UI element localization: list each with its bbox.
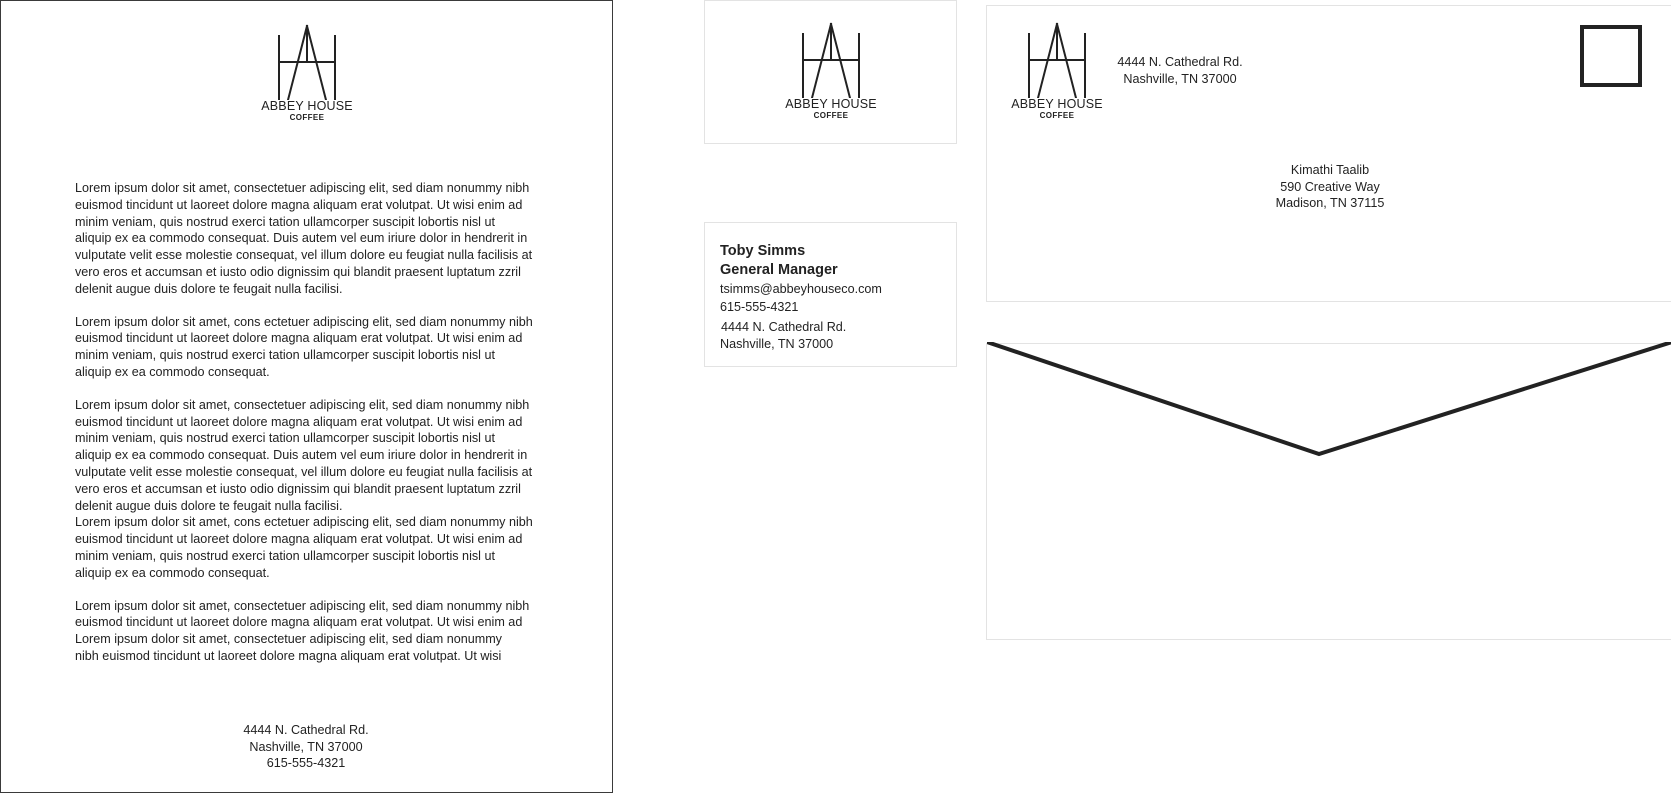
- card-email: tsimms@abbeyhouseco.com: [720, 282, 882, 296]
- card-person-name: Toby Simms: [720, 243, 806, 259]
- abbey-house-logo-icon: [276, 24, 338, 100]
- brand-subname: COFFEE: [813, 111, 849, 120]
- card-street: 4444 N. Cathedral Rd.: [721, 320, 847, 334]
- letter-paragraph: Lorem ipsum dolor sit amet, consectetuer adipiscing elit, sed diam nonummy nibh euismod tincidunt ut laoreet dolore magna aliquam erat volutpat. Ut wisi enim ad minim veniam, quis nostrud exerci tation ullamcorper suscipit lobortis nisl ut aliquip ex ea commodo consequat. Duis autem vel eum iriure dolor in hendrerit in vulputate velit esse molestie consequat, vel illum dolore eu feugiat nulla facilisis at vero eros et accumsan et iusto odio dignissim qui blandit praesent luptatum zzril delenit augue duis dolore te feugait nulla facilisi.: [75, 397, 533, 513]
- footer-phone: 615-555-4321: [266, 756, 346, 770]
- letter-footer-address: [201, 722, 411, 772]
- return-city: Nashville, TN 37000: [1123, 71, 1237, 86]
- brand-subname: COFFEE: [289, 113, 325, 122]
- brand-name: ABBEY HOUSE: [1011, 97, 1103, 111]
- stamp-placeholder: [1580, 25, 1642, 87]
- recipient-street: 590 Creative Way: [1280, 179, 1380, 194]
- brand-name: ABBEY HOUSE: [261, 99, 353, 113]
- letter-paragraph: Lorem ipsum dolor sit amet, cons ectetuer adipiscing elit, sed diam nonummy nibh euismod tincidunt ut laoreet dolore magna aliquam erat volutpat. Ut wisi enim ad minim veniam, quis nostrud exerci tation ullamcorper suscipit lobortis nisl ut aliquip ex ea commodo consequat.: [75, 314, 533, 379]
- letter-paragraph: Lorem ipsum dolor sit amet, cons ectetuer adipiscing elit, sed diam nonummy nibh euismod tincidunt ut laoreet dolore magna aliquam erat volutpat. Ut wisi enim ad minim veniam, quis nostrud exerci tation ullamcorper suscipit lobortis nisl ut aliquip ex ea commodo consequat.: [75, 515, 533, 580]
- card-phone: 615-555-4321: [720, 300, 799, 314]
- recipient-address: [1240, 162, 1420, 212]
- business-card-back: [704, 222, 957, 367]
- card-city: Nashville, TN 37000: [720, 337, 834, 351]
- return-address: [1110, 54, 1250, 87]
- envelope-logo: [1007, 22, 1107, 120]
- letter-paragraph: Lorem ipsum dolor sit amet, consectetuer adipiscing elit, sed diam nonummy nibh euismod tincidunt ut laoreet dolore magna aliquam erat volutpat. Ut wisi enim ad minim veniam, quis nostrud exerci tation ullamcorper suscipit lobortis nisl ut aliquip ex ea commodo consequat. Duis autem vel eum iriure dolor in hendrerit in vulputate velit esse molestie consequat, vel illum dolore eu feugiat nulla facilisis at vero eros et accumsan et iusto odio dignissim qui blandit praesent luptatum zzril delenit augue duis dolore te feugait nulla facilisi.: [75, 181, 533, 296]
- card-logo: [781, 22, 881, 120]
- footer-city: Nashville, TN 37000: [249, 739, 363, 754]
- recipient-name: Kimathi Taalib: [1290, 163, 1370, 177]
- letter-body: [75, 180, 575, 665]
- envelope-back: [986, 343, 1671, 640]
- letter-paragraph: Lorem ipsum dolor sit amet, consectetuer adipiscing elit, sed diam nonummy nibh euismod tincidunt ut laoreet dolore magna aliquam erat volutpat. Ut wisi enim ad Lorem ipsum dolor sit amet, consectetuer adipiscing elit, sed diam nonummy nibh euismod tincidunt ut laoreet dolore magna aliquam erat volutpat. Ut wisi: [75, 598, 530, 663]
- letterhead-page: [0, 0, 613, 793]
- brand-name: ABBEY HOUSE: [785, 97, 877, 111]
- envelope-flap-icon: [987, 342, 1671, 462]
- recipient-city: Madison, TN 37115: [1275, 196, 1385, 210]
- abbey-house-logo-icon: [800, 22, 862, 98]
- card-person-title: General Manager: [720, 262, 838, 278]
- abbey-house-logo-icon: [1026, 22, 1088, 98]
- envelope-front: [986, 5, 1671, 302]
- business-card-front: [704, 0, 957, 144]
- letterhead-logo: [257, 24, 357, 122]
- footer-street: 4444 N. Cathedral Rd.: [243, 723, 369, 737]
- return-street: 4444 N. Cathedral Rd.: [1117, 55, 1243, 69]
- brand-subname: COFFEE: [1039, 111, 1075, 120]
